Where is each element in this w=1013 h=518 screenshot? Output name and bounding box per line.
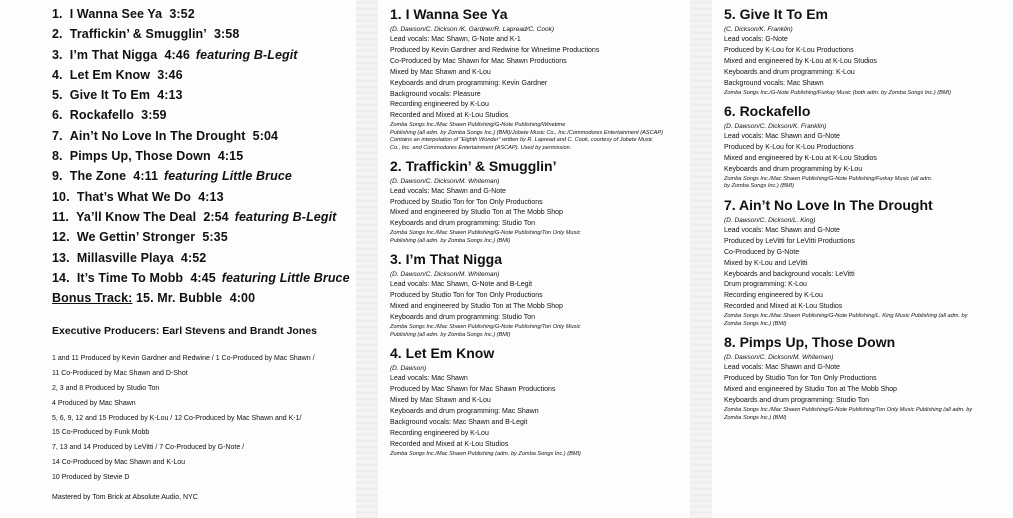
credit-line: Produced by LeVitti for LeVitti Productions [724,237,855,245]
credit-line: Produced by K-Lou for K-Lou Productions [724,144,854,152]
song-credits-column-3 [724,5,1013,422]
credit-line: Keyboards and drum programming: Mac Shawn [390,407,539,415]
song-credits-column-2 [390,5,720,458]
track-row [52,24,372,44]
credit-line: Keyboards and drum programming: Kevin Gardner [390,79,548,87]
credit-line: Co-Produced by Mac Shawn for Mac Shawn Productions [390,57,567,65]
track-time: 3:59 [141,108,167,123]
publishing-line: Co., Inc. and Commodores Entertainment (ASCAP). Used by permission. [390,145,572,152]
credit-line: Produced by K-Lou for K-Lou Productions [724,46,854,54]
track-row [52,207,372,227]
credit-line: 15 Co-Produced by Funk Mobb [52,429,150,437]
credit-line: Lead vocals: Mac Shawn and G-Note [724,364,840,372]
credit-line: Produced by Studio Ton for Ton Only Productions [390,198,543,206]
production-credits [52,352,372,485]
track-title: Traffickin’ & Smugglin’ [69,27,207,42]
song-title: 2. Traffickin’ & Smugglin’ [390,157,557,174]
song-title: 6. Rockafello [724,103,811,120]
song-title: 8. Pimps Up, Those Down [724,334,896,351]
track-time: 5:04 [252,128,279,143]
track-row [52,45,372,65]
track-featuring: featuring Little Bruce [164,169,292,184]
track-time: 3:52 [169,7,195,21]
tracklist-column [52,4,372,501]
track-num: 4. [52,67,63,82]
track-row [52,187,372,207]
song-title: 5. Give It To Em [724,6,828,22]
credit-line: Lead vocals: Mac Shawn and G-Note [724,133,840,141]
song-writers: (D. Dawson/C. Dickson/M. Whiteman) [390,271,500,279]
song-credit-block [724,102,1013,191]
track-num: 14. [52,270,70,285]
song-title: 7. Ain’t No Love In The Drought [724,196,933,213]
credit-line: Co-Produced by G-Note [724,248,800,256]
publishing-line: Publishing (all adm. by Zomba Songs Inc.) (BMI) [390,237,511,244]
credit-line: Produced by Studio Ton for Ton Only Productions [724,375,877,383]
credit-line: Recorded and Mixed at K-Lou Studios [390,112,509,120]
track-time: 4:15 [217,149,244,164]
track-time: 3:46 [157,67,183,82]
publishing-line: Zomba Songs Inc.) (BMI) [724,414,787,421]
publishing-line: Zomba Songs Inc./Mac Shawn Publishing/G-Note Publishing/Furkay Music (all adm. [724,175,933,182]
track-row [52,248,372,268]
track-num: 11. [52,209,69,224]
credit-line: Keyboards and drum programming by K-Lou [724,165,863,173]
track-num: 5. [52,88,63,103]
song-title: 3. I’m That Nigga [390,251,503,268]
track-row [52,126,372,146]
mastered-credit: Mastered by Tom Brick at Absolute Audio, NYC [52,493,198,501]
publishing-line: Publishing (all adm. by Zomba Songs Inc.) (BMI)/Jobete Music Co., Inc./Commodores Entertainment (ASCAP) [390,129,663,136]
track-num: 2. [52,27,63,42]
credit-line: Background vocals: Pleasure [390,90,481,98]
credit-line: Lead vocals: G-Note [724,36,788,43]
bonus-title: Mr. Bubble [157,291,223,306]
credit-line: Recorded and Mixed at K-Lou Studios [390,440,509,448]
track-title: We Gettin’ Stronger [76,230,196,245]
credit-line: 2, 3 and 8 Produced by Studio Ton [52,385,160,393]
credit-line: Mixed and engineered by K-Lou at K-Lou Studios [724,57,877,65]
credit-line: Produced by Mac Shawn for Mac Shawn Productions [390,386,556,394]
publishing-line: Zomba Songs Inc./Mac Shawn Publishing/G-Note Publishing/L. King Music Publishing (all adm. by [724,313,968,320]
track-num: 6. [52,108,63,123]
credit-line: Produced by Studio Ton for Ton Only Productions [390,292,543,300]
track-num: 1. [52,7,63,21]
bonus-num: 15. [135,291,154,306]
song-writers: (D. Dawson/C. Dickson/L. King) [724,216,816,224]
track-time: 3:58 [213,27,240,42]
publishing-line: Zomba Songs Inc./Mac Shawn Publishing (adm. by Zomba Songs Inc.) (BMI) [390,450,581,457]
track-num: 9. [52,169,63,184]
tracklist [52,4,372,288]
publishing-line: Zomba Songs Inc./Mac Shawn Publishing/G-Note Publishing/Winetime [390,122,566,129]
credit-line: Background vocals: Mac Shawn and B-Legit [390,418,528,426]
credit-line: Keyboards and drum programming: K-Lou [724,68,855,76]
credit-line: Recording engineered by K-Lou [724,292,823,300]
track-row [52,65,372,85]
song-credit-block [724,333,1013,422]
track-time: 4:52 [180,250,207,265]
song-writers: (D. Dawson) [390,365,427,373]
track-time: 2:54 [203,209,229,224]
song-credit-block [390,344,720,458]
publishing-line: by Zomba Songs Inc.) (BMI) [724,183,794,190]
publishing-line: Contains an interpolation of “Eighth Wonder” written by R. Lapread and C. Cook, courtesy of Jobete Music [390,137,653,144]
credit-line: Recorded and Mixed at K-Lou Studios [724,303,843,311]
publishing-line: Zomba Songs Inc./Mac Shawn Publishing/G-Note Publishing/Ton Only Music Publishing (all adm. by [724,407,973,413]
track-time: 4:13 [198,189,224,204]
track-time: 4:45 [190,270,216,285]
song-writers: (D. Dawson/C. Dickson/K. Franklin) [724,123,827,131]
credit-line: Mixed and engineered by K-Lou at K-Lou Studios [724,154,877,162]
credit-line: Mixed by Mac Shawn and K-Lou [390,397,491,405]
publishing-line: Publishing (all adm. by Zomba Songs Inc.) (BMI) [390,331,511,338]
credit-line: Drum programming: K-Lou [724,281,807,289]
song-credit-block [390,157,720,246]
song-title: 1. I Wanna See Ya [390,6,508,22]
track-title: Millasville Playa [76,250,174,265]
track-title: Pimps Up, Those Down [69,149,211,164]
track-featuring: featuring B-Legit [234,209,337,224]
track-time: 4:11 [133,169,159,184]
bonus-label: Bonus Track: [52,291,133,306]
bonus-time: 4:00 [229,291,256,306]
credit-line: Mixed and engineered by Studio Ton at The Mobb Shop [390,303,563,311]
track-featuring: featuring Little Bruce [221,270,350,285]
song-credit-block [390,250,720,339]
credit-line: Keyboards and drum programming: Studio Ton [390,314,536,322]
song-credit-block [390,5,720,153]
song-writers: (C. Dickson/K. Franklin) [724,26,793,33]
publishing-line: Zomba Songs Inc./Mac Shawn Publishing/G-Note Publishing/Ton Only Music [390,324,581,331]
credit-line: 10 Produced by Stevie D [52,473,130,481]
song-writers: (D. Dawson/C. Dickson/M. Whiteman) [724,354,834,362]
publishing-line: Zomba Songs Inc./Mac Shawn Publishing/G-Note Publishing/Ton Only Music [390,230,581,237]
credit-line: Produced by Kevin Gardner and Redwine for Winetime Productions [390,46,600,54]
track-num: 10. [52,189,70,204]
credit-line: Background vocals: Mac Shawn [724,79,824,87]
song-title: 4. Let Em Know [390,345,495,362]
track-title: Rockafello [69,108,134,123]
credit-line: Mixed and engineered by Studio Ton at The Mobb Shop [390,209,563,217]
track-row [52,146,372,166]
credit-line: Keyboards and drum programming: Studio Ton [390,220,536,228]
track-title: Let Em Know [69,67,151,82]
credit-line: 14 Co-Produced by Mac Shawn and K-Lou [52,459,186,467]
track-title: Give It To Em [69,88,151,103]
credit-line: Keyboards and drum programming: Studio Ton [724,397,870,405]
track-row [52,268,372,288]
credit-line: Recording engineered by K-Lou [390,429,489,437]
track-num: 3. [52,47,63,62]
credit-line: Keyboards and background vocals: LeVitti [724,270,855,278]
track-title: I Wanna See Ya [69,7,163,21]
credit-line: 4 Produced by Mac Shawn [52,399,136,407]
credit-line: Mixed by K-Lou and LeVitti [724,259,808,267]
track-row [52,4,372,24]
credit-line: 7, 13 and 14 Produced by LeVitti / 7 Co-Produced by G-Note / [52,444,245,452]
track-time: 4:46 [164,47,190,62]
credit-line: Lead vocals: Mac Shawn, G-Note and K-1 [390,36,521,43]
credit-line: Lead vocals: Mac Shawn, G-Note and B-Legit [390,281,533,289]
track-time: 5:35 [202,230,228,245]
track-title: That’s What We Do [76,189,192,204]
song-writers: (D. Dawson/C. Dickson/M. Whiteman) [390,177,500,185]
credit-line: 1 and 11 Produced by Kevin Gardner and Redwine / 1 Co-Produced by Mac Shawn / [52,355,315,363]
song-credit-block [724,196,1013,328]
publishing-line: Zomba Songs Inc.) (BMI) [724,320,787,327]
credit-line: Recording engineered by K-Lou [390,101,489,109]
track-featuring: featuring B-Legit [195,47,298,62]
track-row [52,166,372,186]
credit-line: Lead vocals: Mac Shawn [390,375,468,383]
credit-line: Lead vocals: Mac Shawn and G-Note [390,187,506,195]
song-writers: (D. Dawson/C. Dickson /K. Gardner/R. Lapread/C. Cook) [390,26,555,33]
track-num: 12. [52,230,70,245]
credit-line: Mixed and engineered by Studio Ton at The Mobb Shop [724,386,897,394]
track-title: Ain’t No Love In The Drought [69,128,246,143]
executive-producers: Executive Producers: Earl Stevens and Brandt Jones [52,325,317,338]
song-credit-block [724,5,1013,97]
track-num: 8. [52,149,63,164]
track-title: Ya’ll Know The Deal [76,209,197,224]
credit-line: 5, 6, 9, 12 and 15 Produced by K-Lou / 12 Co-Produced by Mac Shawn and K-1/ [52,414,302,422]
track-row [52,105,372,125]
track-time: 4:13 [157,88,183,103]
publishing-line: Zomba Songs Inc./G-Note Publishing/Furkay Music (both adm. by Zomba Songs Inc.) (BMI) [724,89,951,96]
credit-line: Lead vocals: Mac Shawn and G-Note [724,226,840,234]
track-num: 7. [52,128,63,143]
track-title: It’s Time To Mobb [76,270,184,285]
track-title: The Zone [69,169,127,184]
track-num: 13. [52,250,70,265]
track-row [52,227,372,247]
track-title: I’m That Nigga [69,47,158,62]
bonus-track [52,288,372,308]
credit-line: Mixed by Mac Shawn and K-Lou [390,68,491,76]
track-row [52,85,372,105]
credit-line: 11 Co-Produced by Mac Shawn and D-Shot [52,370,188,378]
